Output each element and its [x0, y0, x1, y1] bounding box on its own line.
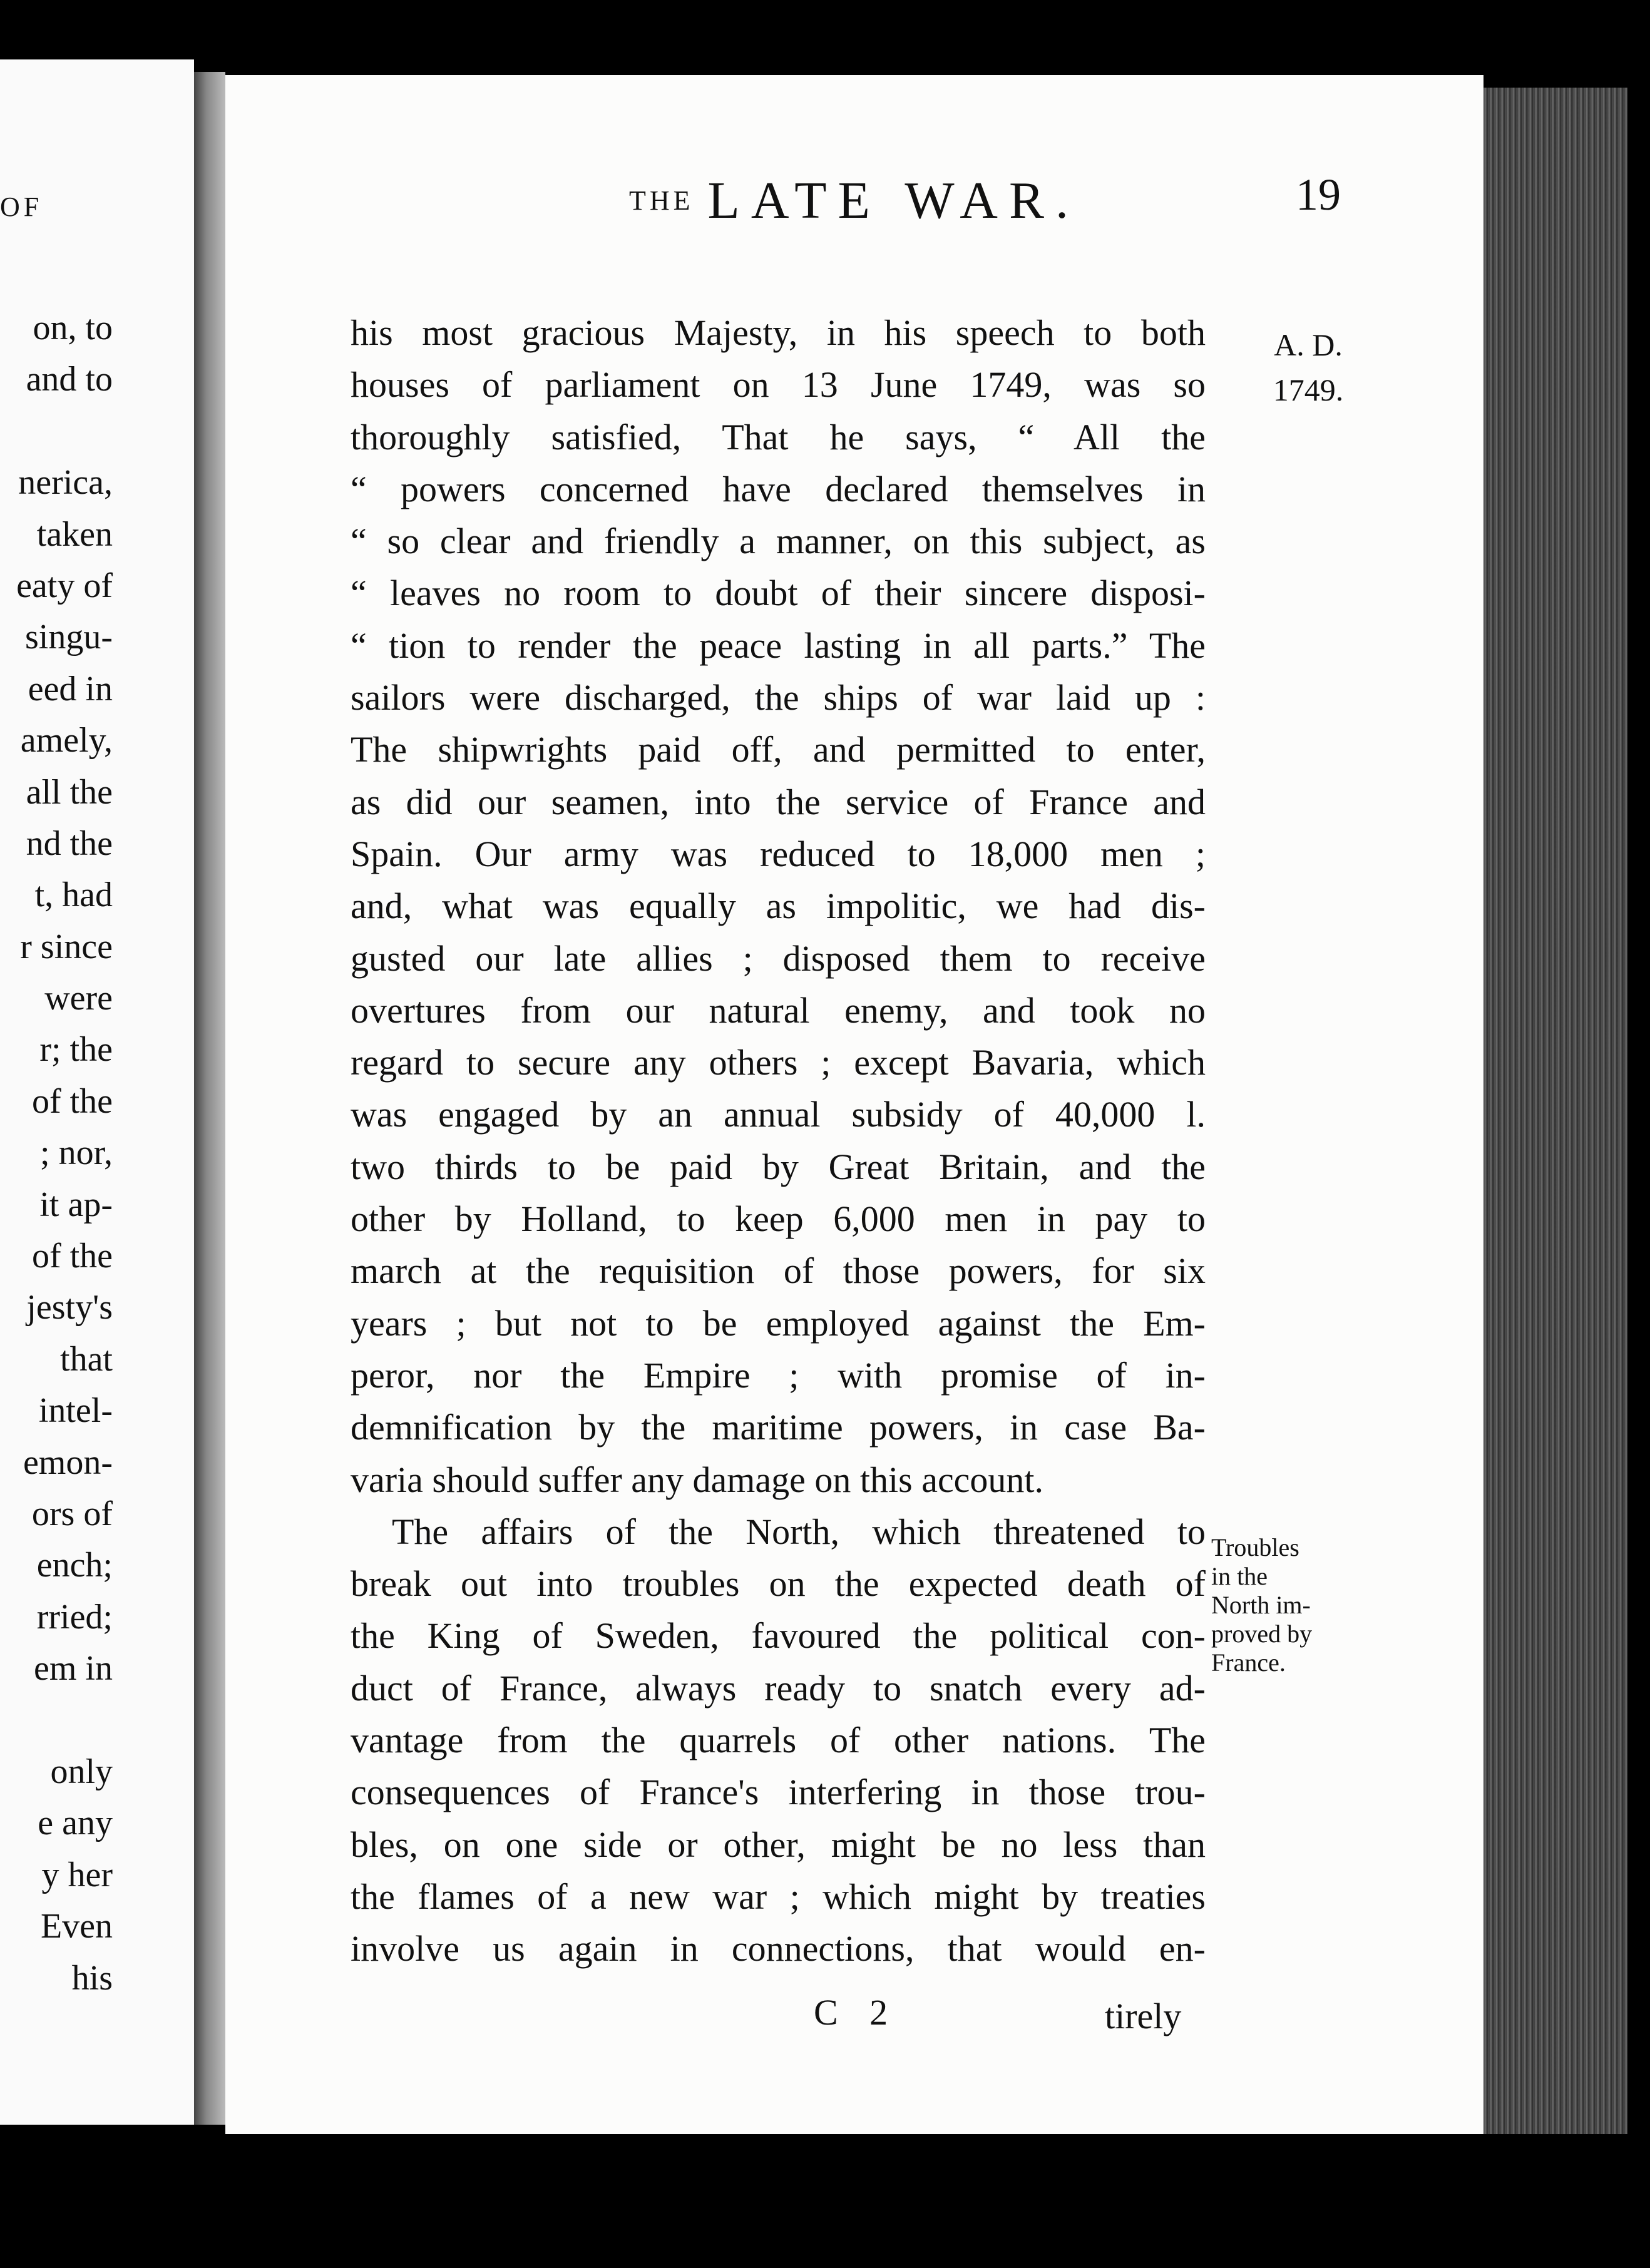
- text-line: march at the requisition of those powers, for six: [351, 1250, 1206, 1292]
- text-line: his most gracious Majesty, in his speech to both: [351, 312, 1206, 353]
- margin-note-line: North im-: [1211, 1591, 1311, 1619]
- text-line: years ; but not to be employed against the Em-: [351, 1302, 1206, 1344]
- left-line: nerica,: [18, 463, 113, 503]
- left-line: singu-: [25, 618, 113, 657]
- text-line: vantage from the quarrels of other nations. The: [351, 1720, 1206, 1761]
- signature-mark: C 2: [814, 1992, 899, 2033]
- left-line: all the: [26, 772, 113, 812]
- text-line: the flames of a new war ; which might by treaties: [351, 1876, 1206, 1917]
- text-line: and, what was equally as impolitic, we had dis-: [351, 886, 1206, 927]
- left-line: ; nor,: [40, 1133, 113, 1173]
- left-line: e any: [38, 1804, 113, 1843]
- gutter-shadow: [194, 72, 225, 2125]
- margin-date-line: A. D.: [1274, 327, 1343, 362]
- left-line: jesty's: [26, 1288, 113, 1327]
- margin-note-line: Troubles: [1211, 1533, 1299, 1561]
- text-line: “ leaves no room to doubt of their sincere disposi-: [351, 573, 1206, 614]
- left-line: of the: [31, 1237, 113, 1276]
- left-line: his: [71, 1958, 113, 1998]
- left-line: em in: [34, 1649, 113, 1688]
- text-line: peror, nor the Empire ; with promise of in-: [351, 1354, 1206, 1396]
- text-line: as did our seamen, into the service of France and: [351, 781, 1206, 822]
- text-line: overtures from our natural enemy, and took no: [351, 989, 1206, 1031]
- left-line: t, had: [34, 876, 113, 915]
- main-page: [225, 75, 1483, 2134]
- text-line: The shipwrights paid off, and permitted to enter,: [351, 729, 1206, 770]
- text-line: the King of Sweden, favoured the political con-: [351, 1615, 1206, 1657]
- text-line: “ so clear and friendly a manner, on this subject, as: [351, 521, 1206, 562]
- running-head-the: THE: [629, 185, 694, 216]
- left-line: intel-: [38, 1391, 113, 1431]
- text-line: sailors were discharged, the ships of war laid up :: [351, 677, 1206, 718]
- left-line: it ap-: [39, 1185, 113, 1224]
- left-line: of the: [31, 1081, 113, 1121]
- left-line: eaty of: [16, 566, 113, 605]
- left-line: [0, 1695, 113, 1746]
- left-line: on, to: [33, 309, 113, 347]
- left-line: taken: [36, 514, 113, 554]
- left-facing-page: [0, 59, 194, 2125]
- page-number: 19: [1296, 170, 1341, 220]
- left-line: and to: [26, 360, 113, 399]
- left-line: eed in: [28, 669, 113, 708]
- text-line: break out into troubles on the expected death of: [351, 1563, 1206, 1605]
- left-line: amely,: [20, 721, 113, 760]
- left-line: ench;: [36, 1546, 113, 1585]
- text-line: The affairs of the North, which threatened to: [392, 1511, 1206, 1552]
- margin-note-line: in the: [1211, 1562, 1268, 1590]
- text-line: two thirds to be paid by Great Britain, and the: [351, 1146, 1206, 1187]
- left-line: r since: [20, 927, 113, 966]
- left-line: nd the: [26, 824, 113, 863]
- margin-note-line: proved by: [1211, 1620, 1313, 1648]
- page-edge-stack: [1483, 88, 1627, 2134]
- left-line: that: [60, 1339, 113, 1379]
- background-edge: [1627, 0, 1650, 2268]
- left-page-header: OF: [0, 192, 43, 222]
- left-line: y her: [41, 1855, 113, 1894]
- margin-date-line: 1749.: [1273, 372, 1344, 407]
- margin-note: [1211, 1533, 1361, 1677]
- text-line: Spain. Our army was reduced to 18,000 men ;: [351, 833, 1206, 874]
- left-line: [0, 406, 113, 457]
- left-line: ors of: [31, 1494, 113, 1533]
- catchword: tirely: [1105, 1996, 1182, 2036]
- body-text: [351, 307, 1206, 1975]
- text-line: houses of parliament on 13 June 1749, was so: [351, 364, 1206, 406]
- left-line: rried;: [36, 1597, 113, 1637]
- text-line: involve us again in connections, that would en-: [351, 1928, 1206, 1969]
- left-line: were: [44, 979, 113, 1018]
- running-head-title: LATE WAR.: [707, 171, 1080, 230]
- left-line: Even: [40, 1907, 113, 1946]
- margin-date: [1246, 322, 1371, 412]
- margin-note-line: France.: [1211, 1648, 1286, 1677]
- running-head: [225, 170, 1483, 231]
- left-line: only: [50, 1752, 113, 1791]
- text-line: consequences of France's interfering in those trou-: [351, 1772, 1206, 1813]
- text-line: varia should suffer any damage on this account.: [351, 1459, 1044, 1500]
- text-line: demnification by the maritime powers, in case Ba-: [351, 1407, 1206, 1448]
- text-line: duct of France, always ready to snatch every ad-: [351, 1667, 1206, 1709]
- text-line: “ powers concerned have declared themselves in: [351, 468, 1206, 509]
- text-line: gusted our late allies ; disposed them to receive: [351, 937, 1206, 979]
- text-line: was engaged by an annual subsidy of 40,000 l.: [351, 1094, 1206, 1135]
- left-page-text: [0, 302, 113, 2004]
- text-line: thoroughly satisfied, That he says, “ All the: [351, 416, 1206, 457]
- text-line: regard to secure any others ; except Bavaria, which: [351, 1042, 1206, 1083]
- text-line: other by Holland, to keep 6,000 men in pay to: [351, 1198, 1206, 1240]
- text-line: bles, on one side or other, might be no less than: [351, 1824, 1206, 1865]
- left-line: emon-: [23, 1443, 113, 1482]
- text-line: “ tion to render the peace lasting in all parts.” The: [351, 625, 1206, 666]
- left-line: r; the: [39, 1030, 113, 1070]
